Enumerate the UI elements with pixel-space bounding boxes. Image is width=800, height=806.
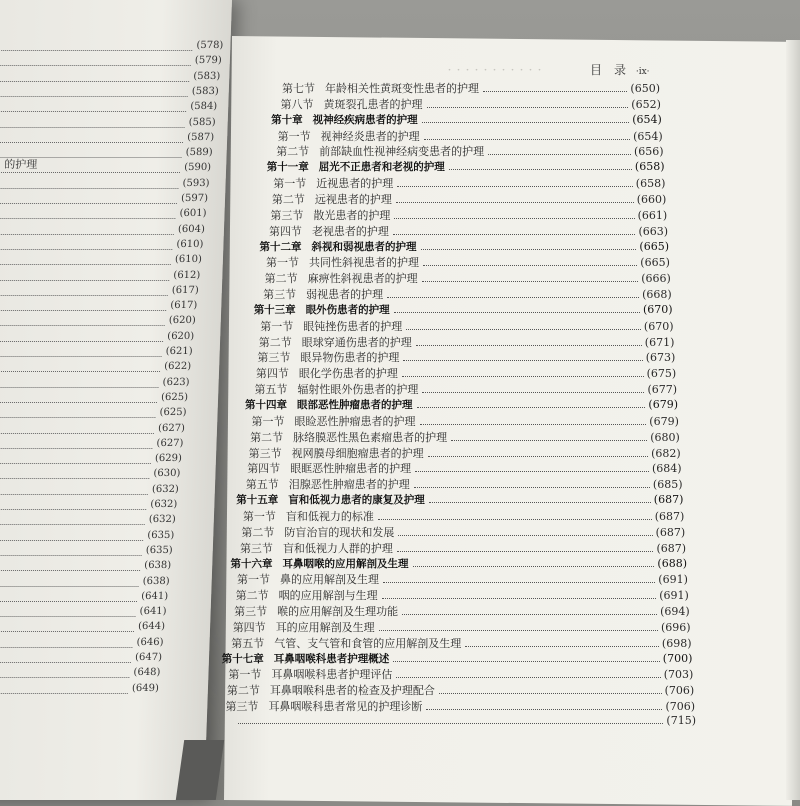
toc-leader-dots [421, 249, 637, 250]
left-page-number: (627) [157, 422, 186, 434]
left-leader-dots [0, 647, 132, 648]
left-page-number: (621) [165, 346, 193, 357]
toc-page-number: (687) [656, 541, 687, 555]
toc-leader-dots [423, 265, 637, 266]
toc-leader-dots [420, 424, 647, 425]
left-leader-dots [0, 524, 145, 525]
toc-number: 第三节 [239, 541, 273, 555]
toc-page-number: (715) [666, 714, 696, 727]
left-page-number: (590) [183, 162, 212, 174]
toc-section-row [266, 254, 670, 270]
toc-number: 第五节 [245, 478, 279, 492]
book-spine-shadow [176, 740, 224, 800]
toc-number: 第二节 [226, 684, 260, 698]
left-leader-dots [0, 295, 168, 296]
left-page-number: (604) [177, 223, 206, 235]
left-page [0, 0, 232, 800]
left-leader-dots [0, 494, 148, 495]
toc-title: 鼻的应用解剖及生理 [280, 573, 380, 587]
left-leader-dots [0, 677, 129, 678]
toc-number: 第二节 [271, 192, 305, 206]
toc-leader-dots [394, 218, 634, 219]
toc-number: 第十一章 [266, 161, 309, 174]
toc-section-row [254, 381, 677, 397]
left-leader-dots [0, 463, 151, 464]
toc-number: 第十章 [271, 113, 303, 126]
toc-leader-dots [406, 329, 641, 330]
toc-chapter-row [254, 302, 673, 317]
left-leader-dots [0, 448, 152, 449]
toc-section-row [227, 682, 694, 698]
toc-section-row [263, 286, 672, 302]
left-leader-dots [0, 157, 182, 158]
left-leader-dots [0, 540, 143, 541]
toc-page-number: (700) [662, 651, 693, 665]
toc-title: 眼外伤患者的护理 [305, 303, 390, 316]
toc-number: 第十二章 [259, 240, 302, 253]
toc-page-number: (706) [664, 684, 695, 698]
left-page-number: (625) [160, 391, 189, 403]
header-title: 目 录 [590, 63, 627, 77]
toc-page-number: (656) [633, 145, 664, 159]
toc-page-number: (668) [642, 288, 672, 302]
toc-section-row [276, 143, 663, 159]
toc-title: 老视患者的护理 [311, 224, 389, 238]
toc-title: 眼化学伤患者的护理 [298, 367, 398, 381]
toc-title: 喉的应用解剖及生理功能 [277, 605, 399, 619]
toc-leader-dots [383, 582, 655, 583]
toc-title: 麻痹性斜视患者的护理 [307, 272, 418, 286]
toc-page-number: (687) [655, 525, 686, 539]
left-page-number: (625) [159, 407, 187, 419]
left-page-number: (632) [150, 499, 178, 510]
left-page-number: (632) [151, 483, 179, 495]
toc-section-row [231, 635, 691, 651]
left-heading-fragment: 的护理 [4, 158, 38, 171]
toc-page-number: (698) [661, 636, 692, 650]
toc-title: 泪腺恶性肿瘤患者的护理 [288, 478, 410, 492]
left-page-number: (630) [153, 468, 181, 480]
toc-section-row [278, 128, 663, 144]
toc-section-row [241, 524, 685, 540]
toc-section-row [236, 587, 689, 603]
toc-title: 盲和低视力人群的护理 [282, 541, 393, 555]
toc-leader-dots [414, 487, 650, 488]
toc-number: 第五节 [231, 636, 265, 650]
toc-page-number: (696) [660, 620, 691, 634]
toc-number: 第一节 [237, 573, 271, 587]
toc-leader-dots [402, 614, 657, 615]
toc-number: 第二节 [250, 430, 284, 444]
left-leader-dots [0, 325, 165, 326]
toc-leader-dots [396, 677, 660, 678]
toc-section-row [233, 619, 691, 635]
left-leader-dots [0, 218, 175, 219]
left-leader-dots [0, 234, 174, 235]
toc-page-number: (680) [650, 430, 680, 444]
left-leader-dots [0, 662, 131, 663]
toc-title: 视神经疾病患者的护理 [312, 113, 418, 126]
toc-leader-dots [379, 630, 658, 631]
toc-page-number: (679) [648, 398, 678, 411]
toc-number: 第四节 [247, 462, 281, 476]
toc-section-row [256, 365, 676, 381]
left-page-number: (597) [180, 193, 209, 204]
toc-title: 耳鼻咽喉科患者护理评估 [271, 668, 393, 682]
toc-number: 第二节 [264, 272, 298, 286]
left-leader-dots [0, 570, 140, 571]
toc-number: 第一节 [228, 668, 262, 682]
toc-page-number: (658) [635, 177, 666, 191]
toc-title: 视网膜母细胞瘤患者的护理 [291, 446, 424, 460]
left-leader-dots [0, 249, 172, 250]
left-leader-dots [0, 172, 180, 173]
toc-leader-dots [398, 535, 652, 536]
toc-leader-dots [397, 551, 654, 552]
toc-section-row [270, 207, 667, 223]
toc-title: 眼异物伤患者的护理 [300, 351, 400, 365]
toc-section-row [259, 334, 675, 350]
toc-leader-dots [394, 312, 640, 313]
toc-number: 第十四章 [245, 399, 287, 411]
toc-title: 远视患者的护理 [314, 192, 392, 206]
toc-number: 第三节 [248, 446, 282, 460]
left-page-number: (585) [188, 116, 216, 128]
toc-page-number: (703) [663, 668, 694, 682]
left-leader-dots [0, 356, 162, 357]
toc-title: 盲和低视力的标准 [285, 509, 374, 523]
toc-number: 第三节 [270, 208, 304, 222]
toc-title: 斜视和弱视患者的护理 [311, 240, 417, 253]
toc-number: 第三节 [263, 288, 297, 302]
toc-page-number: (650) [630, 82, 660, 95]
toc-leader-dots [422, 281, 639, 282]
left-page-number: (617) [171, 284, 199, 296]
left-leader-dots [0, 50, 192, 51]
toc-title: 耳鼻咽喉的应用解剖及生理 [282, 557, 409, 570]
toc-number: 第四节 [255, 367, 289, 381]
toc-page-number: (670) [643, 319, 674, 333]
toc-title: 共同性斜视患者的护理 [309, 256, 420, 270]
toc-section-row [240, 540, 686, 556]
toc-number: 第三节 [225, 700, 259, 714]
left-leader-dots [0, 310, 166, 311]
toc-title: 屈光不正患者和老视的护理 [318, 161, 445, 174]
toc-chapter-row [260, 239, 670, 254]
toc-number: 第十七章 [221, 652, 264, 665]
toc-page-number: (665) [639, 239, 669, 253]
toc-leader-dots [238, 723, 663, 724]
toc-number: 第十六章 [230, 557, 273, 570]
left-leader-dots [0, 616, 135, 617]
toc-title: 脉络膜恶性黑色素瘤患者的护理 [293, 430, 448, 444]
toc-number: 第三节 [234, 605, 268, 619]
toc-section-row [281, 96, 661, 112]
left-page-number: (638) [142, 575, 170, 587]
toc-section-row [225, 698, 695, 714]
left-page-number: (593) [182, 177, 210, 189]
toc-number: 第二节 [258, 335, 292, 349]
toc-leader-dots [417, 407, 646, 408]
toc-leader-dots [424, 139, 630, 140]
left-leader-dots [0, 693, 128, 694]
toc-page-number: (665) [640, 256, 670, 270]
left-page-number: (610) [174, 254, 203, 266]
toc-page-number: (687) [653, 493, 684, 507]
toc-leader-dots [402, 376, 644, 377]
toc-title: 防盲治盲的现状和发展 [284, 525, 395, 539]
toc-page-number: (654) [632, 112, 662, 126]
toc-leader-dots [393, 661, 660, 662]
toc-page-number: (691) [659, 589, 689, 603]
toc-title: 年龄相关性黄斑变性患者的护理 [325, 82, 479, 95]
toc-number: 第二节 [241, 525, 275, 539]
toc-leader-dots [429, 502, 651, 503]
toc-chapter-row [267, 159, 665, 174]
toc-section-row [249, 445, 681, 461]
left-page-number: (627) [156, 437, 184, 449]
toc-number: 第一节 [266, 256, 300, 270]
toc-page-number: (691) [658, 573, 688, 587]
toc-number: 第一节 [273, 177, 307, 191]
left-page-number: (641) [139, 606, 167, 618]
toc-section-row [252, 413, 679, 429]
toc-chapter-row [271, 112, 662, 127]
left-page-number: (648) [133, 667, 161, 679]
toc-leader-dots [415, 471, 649, 472]
left-page-number: (620) [168, 315, 196, 327]
toc-number: 第十五章 [236, 494, 279, 507]
left-page-number: (612) [173, 269, 201, 281]
toc-chapter-row [222, 651, 693, 666]
left-page-number: (635) [145, 544, 173, 556]
toc-section-row [272, 191, 666, 207]
left-page-number: (589) [185, 147, 213, 159]
left-leader-dots [0, 280, 169, 281]
toc-leader-dots [465, 646, 659, 647]
toc-page-number: (684) [651, 462, 682, 476]
left-leader-dots [0, 586, 139, 587]
toc-number: 第二节 [276, 145, 310, 159]
header-page-marker: ·ix· [635, 67, 650, 77]
toc-title: 近视患者的护理 [316, 177, 394, 191]
toc-title: 耳鼻咽喉科患者护理概述 [273, 652, 390, 665]
left-page-number: (579) [194, 55, 222, 67]
left-leader-dots [0, 555, 142, 556]
toc-title: 眼钝挫伤患者的护理 [303, 319, 403, 333]
toc-number: 第八节 [280, 97, 314, 111]
left-page-number: (647) [134, 652, 163, 663]
toc-leader-dots [483, 91, 627, 92]
toc-leader-dots [427, 107, 629, 108]
toc-section-row [234, 603, 690, 619]
toc-title: 眼部恶性肿瘤患者的护理 [297, 399, 413, 411]
left-page-number: (623) [162, 376, 190, 388]
left-page-number: (632) [148, 514, 176, 526]
toc-number: 第五节 [254, 383, 288, 397]
toc-section-row [260, 318, 673, 334]
toc-title: 耳鼻咽喉科患者的检查及护理配合 [269, 684, 435, 698]
left-page-number: (583) [193, 70, 221, 82]
toc-number: 第一节 [251, 414, 285, 428]
toc-chapter-row [236, 492, 683, 507]
toc-page-number: (661) [637, 208, 668, 222]
toc-leader-dots [387, 297, 639, 298]
left-leader-dots [0, 478, 149, 479]
toc-section-row [282, 80, 660, 96]
toc-leader-dots [403, 360, 642, 361]
toc-leader-dots [422, 122, 630, 123]
toc-page-number: (658) [634, 160, 665, 174]
left-leader-dots [0, 81, 189, 82]
left-leader-dots [0, 402, 157, 403]
left-leader-dots [0, 188, 178, 189]
left-page-number: (649) [131, 682, 160, 694]
toc-number: 第一节 [277, 129, 311, 143]
toc-title: 散光患者的护理 [313, 208, 391, 222]
left-leader-dots [0, 203, 177, 204]
toc-title: 耳的应用解剖及生理 [275, 620, 375, 634]
toc-number: 第四节 [268, 224, 302, 238]
toc-number: 第四节 [232, 620, 266, 634]
toc-section-row [265, 270, 671, 286]
toc-page-number: (673) [645, 351, 676, 365]
toc-page-number: (688) [657, 556, 687, 570]
left-page-number: (610) [176, 238, 204, 250]
toc-leader-dots [396, 202, 634, 203]
left-page-number: (641) [140, 590, 169, 602]
toc-leader-dots [428, 456, 648, 457]
toc-page-number: (666) [641, 272, 671, 286]
left-leader-dots [0, 417, 155, 418]
left-page-number: (620) [167, 330, 195, 342]
toc-title: 眼眶恶性肿瘤患者的护理 [290, 462, 412, 476]
toc-leader-dots [397, 186, 633, 187]
toc-page-number: (671) [644, 335, 675, 349]
left-page-number: (617) [170, 300, 198, 312]
toc-chapter-row [245, 397, 678, 412]
toc-page-number: (682) [651, 446, 681, 460]
left-leader-dots [0, 341, 163, 342]
left-leader-dots [0, 631, 134, 632]
left-leader-dots [0, 111, 186, 112]
toc-number: 第十三章 [253, 303, 296, 316]
toc-title: 辐射性眼外伤患者的护理 [297, 383, 419, 397]
left-page-number: (622) [163, 361, 192, 373]
toc-page-number: (654) [633, 129, 663, 143]
left-leader-dots [0, 433, 154, 434]
toc-section-row [228, 666, 693, 682]
toc-title: 气管、支气管和食管的应用解剖及生理 [274, 636, 462, 650]
left-leader-dots [0, 127, 185, 128]
left-page-number: (587) [187, 131, 215, 143]
left-page-number: (644) [137, 621, 166, 633]
toc-section-row [257, 349, 675, 365]
toc-section-row [246, 476, 683, 492]
toc-section-row [224, 714, 696, 727]
toc-section-row [273, 175, 665, 191]
toc-title: 眼球穿通伤患者的护理 [301, 335, 412, 349]
toc-chapter-row [231, 556, 688, 571]
toc-section-row [269, 223, 668, 239]
toc-leader-dots [422, 392, 644, 393]
toc-page-number: (660) [636, 192, 667, 206]
toc-page-number: (677) [647, 383, 678, 397]
left-leader-dots [0, 371, 160, 372]
toc-page-number: (694) [660, 605, 690, 619]
toc-page-number: (675) [646, 367, 677, 381]
toc-title: 眼睑恶性肿瘤患者的护理 [294, 414, 416, 428]
toc-section-row [250, 429, 680, 445]
page-header [445, 61, 650, 78]
toc-page-number: (679) [649, 414, 679, 428]
toc-section-row [237, 571, 688, 587]
left-page-number: (638) [144, 560, 172, 572]
toc-leader-dots [382, 598, 657, 599]
toc-number: 第七节 [282, 82, 315, 95]
left-page-number: (578) [196, 40, 224, 51]
toc-leader-dots [416, 345, 642, 346]
left-leader-dots [0, 509, 146, 510]
toc-page-number: (652) [631, 97, 661, 111]
toc-leader-dots [393, 234, 636, 235]
toc-leader-dots [426, 709, 662, 710]
left-page-number: (584) [190, 101, 218, 113]
toc-title: 黄斑裂孔患者的护理 [323, 97, 423, 111]
toc-page-number: (687) [654, 509, 685, 523]
toc-title: 视神经炎患者的护理 [320, 129, 420, 143]
left-leader-dots [0, 65, 191, 66]
left-leader-dots [0, 96, 188, 97]
toc-title: 弱视患者的护理 [306, 288, 384, 302]
toc-number: 第一节 [260, 319, 294, 333]
left-leader-dots [0, 601, 137, 602]
toc-section-row [243, 508, 684, 524]
toc-page-number: (706) [665, 700, 696, 714]
toc-leader-dots [449, 169, 632, 170]
left-page-number: (629) [154, 453, 183, 465]
toc-title: 盲和低视力患者的康复及护理 [288, 494, 425, 507]
toc-title: 耳鼻咽喉科患者常见的护理诊断 [268, 700, 423, 714]
page-edge [786, 40, 800, 800]
left-page-number: (635) [147, 529, 175, 541]
toc-number: 第一节 [242, 509, 276, 523]
left-page-number: (646) [136, 636, 164, 648]
toc-section-row [247, 460, 681, 476]
left-leader-dots [0, 264, 171, 265]
left-leader-dots [0, 387, 158, 388]
toc-page-number: (670) [642, 302, 673, 316]
left-page-number: (601) [179, 208, 207, 220]
toc-leader-dots [488, 154, 631, 155]
left-page-number: (583) [191, 85, 219, 97]
toc-page-number: (663) [638, 224, 669, 238]
toc-title: 咽的应用解剖与生理 [278, 589, 378, 603]
toc-leader-dots [451, 440, 647, 441]
toc-leader-dots [413, 566, 655, 567]
header-hint: ・・・・・・・・・・・ [445, 66, 545, 76]
toc-number: 第三节 [257, 351, 291, 365]
toc-leader-dots [439, 693, 662, 694]
toc-leader-dots [378, 519, 652, 520]
left-leader-dots [0, 142, 183, 143]
toc-title: 前部缺血性视神经病变患者的护理 [319, 145, 485, 159]
toc-number: 第二节 [235, 589, 269, 603]
toc-page-number: (685) [652, 478, 683, 492]
